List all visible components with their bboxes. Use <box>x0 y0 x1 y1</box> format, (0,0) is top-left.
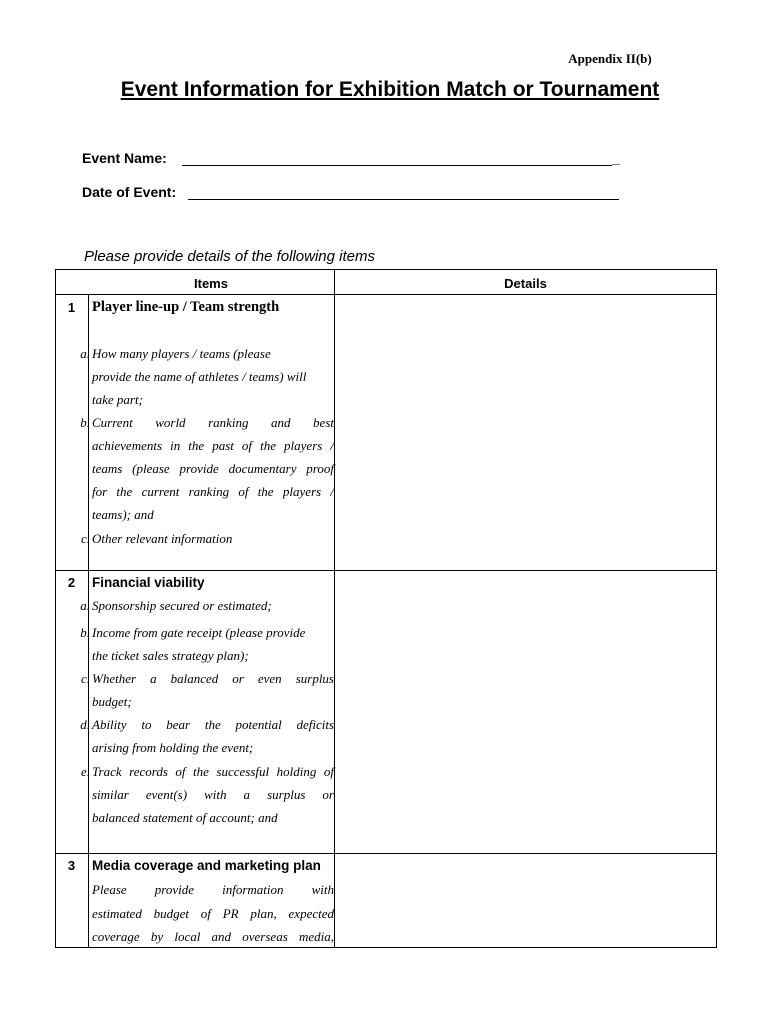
item-letter: d. <box>80 717 90 732</box>
section-number: 3 <box>67 858 76 873</box>
details-cell-3[interactable] <box>335 854 716 947</box>
item-line: for the current ranking of the players / <box>92 484 334 499</box>
section-number: 1 <box>67 300 76 315</box>
item-line: coverage by local and overseas media, <box>92 929 334 944</box>
item-line: take part; <box>92 392 143 407</box>
item-line: Other relevant information <box>92 531 233 546</box>
appendix-label: Appendix II(b) <box>568 51 652 66</box>
item-letter: b. <box>80 625 90 640</box>
details-cell-1[interactable] <box>335 295 716 570</box>
document-title: Event Information for Exhibition Match or Tournament <box>120 78 660 101</box>
details-cell-2[interactable] <box>335 571 716 853</box>
details-column-header: Details <box>504 276 547 291</box>
section-title: Player line-up / Team strength <box>92 299 280 315</box>
event-name-line-tail: _ <box>612 150 620 166</box>
number-column-divider <box>88 294 89 948</box>
instruction-text: Please provide details of the following items <box>84 248 375 265</box>
items-column-header: Items <box>194 276 228 291</box>
date-of-event-line[interactable] <box>188 199 619 200</box>
section-title: Media coverage and marketing plan <box>92 858 321 873</box>
event-name-line[interactable] <box>182 165 612 166</box>
item-line: Current world ranking and best <box>92 415 334 430</box>
item-letter: b. <box>80 415 90 430</box>
section-number: 2 <box>67 575 76 590</box>
item-letter: a. <box>80 346 90 361</box>
item-line: provide the name of athletes / teams) will <box>92 369 307 384</box>
section-title: Financial viability <box>92 575 205 590</box>
item-line: balanced statement of account; and <box>92 810 278 825</box>
item-letter: c. <box>80 531 90 546</box>
item-line: similar event(s) with a surplus or <box>92 787 334 802</box>
item-line: Please provide information with <box>92 882 334 897</box>
item-line: estimated budget of PR plan, expected <box>92 906 334 921</box>
item-line: Track records of the successful holding of <box>92 764 334 779</box>
item-line: Whether a balanced or even surplus <box>92 671 334 686</box>
item-line: achievements in the past of the players / <box>92 438 334 453</box>
item-line: Income from gate receipt (please provide <box>92 625 306 640</box>
item-line: Ability to bear the potential deficits <box>92 717 334 732</box>
date-of-event-label: Date of Event: <box>82 184 177 200</box>
item-line: budget; <box>92 694 132 709</box>
item-line: How many players / teams (please <box>92 346 271 361</box>
item-line: the ticket sales strategy plan); <box>92 648 249 663</box>
item-line: teams (please provide documentary proof <box>92 461 334 476</box>
event-name-label: Event Name: <box>82 150 167 166</box>
item-line: arising from holding the event; <box>92 740 254 755</box>
item-letter: c. <box>80 671 90 686</box>
item-letter: e. <box>80 764 90 779</box>
item-line: Sponsorship secured or estimated; <box>92 598 272 613</box>
item-letter: a. <box>80 598 90 613</box>
item-line: teams); and <box>92 507 154 522</box>
